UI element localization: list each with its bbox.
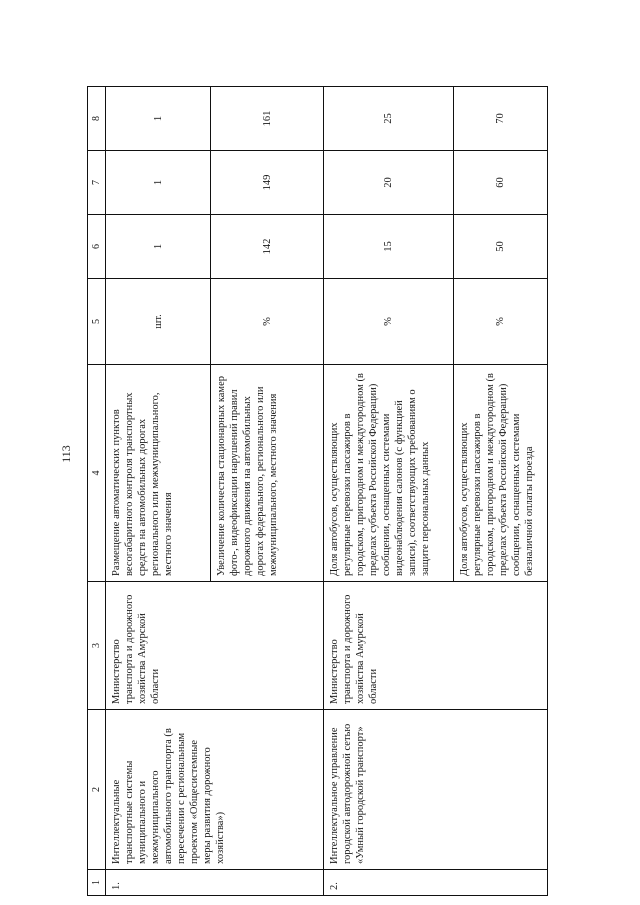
unit: % [324, 279, 454, 365]
row-number: 2. [324, 870, 548, 896]
indicators-table-rotated [87, 87, 548, 896]
value-col7: 20 [324, 151, 454, 215]
column-number-row [88, 87, 106, 896]
value-col6: 50 [454, 215, 548, 279]
page-number: 113 [59, 445, 73, 463]
value-col6: 15 [324, 215, 454, 279]
unit: шт. [106, 279, 211, 365]
value-col8: 70 [454, 87, 548, 151]
project-name: Интеллектуальное управление городской автодорожной сетью «Умный городской транспорт» [324, 710, 548, 870]
project-name: Интеллектуальные транспортные системы муниципального и межмуниципального автомобильного транспорта (в пересечении с региональным проектом «Общесистемные меры развития дорожного хозяйства») [106, 710, 324, 870]
value-col8: 161 [211, 87, 324, 151]
responsible-executor: Министерство транспорта и дорожного хозяйства Амурской области [106, 582, 324, 710]
value-col8: 25 [324, 87, 454, 151]
indicator-name: Доля автобусов, осуществляющих регулярные перевозки пассажиров в городском, пригородном и междугородном (в пределах субъекта Российской Федерации) сообщении, оснащенных системами безналичной оплаты проезда [454, 365, 548, 582]
header-cell: 3 [88, 582, 106, 710]
value-col7: 60 [454, 151, 548, 215]
value-col8: 1 [106, 87, 211, 151]
header-cell: 1 [88, 870, 106, 896]
indicator-name: Доля автобусов, осуществляющих регулярные перевозки пассажиров в городском, пригородном и междугородном (в пределах субъекта Российской Федерации) сообщении, оснащенных системами видеонаблюдения салонов (с функцией записи), соответствующих требованиям о защите персональных данных [324, 365, 454, 582]
indicator-name: Размещение автоматических пунктов весогабаритного контроля транспортных средств на автомобильных дорогах регионального или межмуниципального, местного значения [106, 365, 211, 582]
header-cell: 4 [88, 365, 106, 582]
value-col6: 142 [211, 215, 324, 279]
indicator-name: Увеличение количества стационарных камер фото-, видеофиксации нарушений правил дорожного движения на автомобильных дорогах федерального, регионального или межмуниципального, местного значения [211, 365, 324, 582]
value-col7: 1 [106, 151, 211, 215]
unit: % [454, 279, 548, 365]
header-cell: 8 [88, 87, 106, 151]
indicators-table [87, 86, 548, 896]
table-row [106, 87, 211, 896]
row-number: 1. [106, 870, 324, 896]
header-cell: 7 [88, 151, 106, 215]
table-row [324, 87, 454, 896]
header-cell: 5 [88, 279, 106, 365]
responsible-executor: Министерство транспорта и дорожного хозяйства Амурской области [324, 582, 548, 710]
header-cell: 6 [88, 215, 106, 279]
unit: % [211, 279, 324, 365]
value-col6: 1 [106, 215, 211, 279]
header-cell: 2 [88, 710, 106, 870]
value-col7: 149 [211, 151, 324, 215]
